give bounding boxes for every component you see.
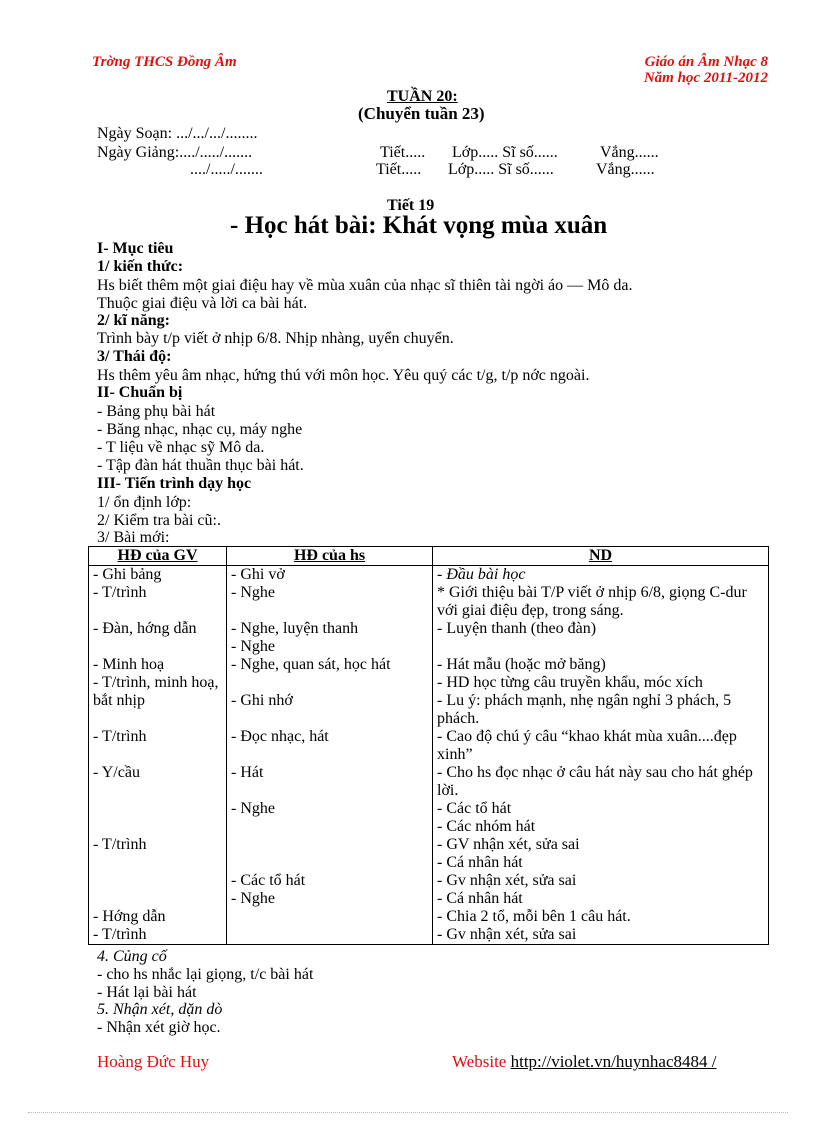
date-taught-2: ..../...../....... bbox=[190, 161, 263, 178]
review-item: - Nhận xét giờ học. bbox=[97, 1019, 221, 1036]
period-field: Tiết..... bbox=[380, 144, 426, 161]
week-title: TUẦN 20: bbox=[387, 88, 458, 105]
teacher-activity-cell: - Ghi bảng bbox=[89, 566, 227, 585]
date-taught: Ngày Giảng:..../...../....... bbox=[97, 144, 253, 161]
table-row bbox=[89, 674, 769, 728]
table-header-row bbox=[89, 547, 769, 566]
website-link[interactable]: http://violet.vn/huynhac8484 / bbox=[510, 1052, 717, 1071]
prep-item: - Băng nhạc, nhạc cụ, máy nghe bbox=[97, 421, 303, 438]
absent-field-2: Vắng...... bbox=[596, 161, 655, 178]
table-row bbox=[89, 872, 769, 908]
content-cell: - Các tổ hát - Các nhóm hát - GV nhận xét, sửa sai - Cá nhân hát bbox=[433, 800, 769, 872]
lesson-plan-table bbox=[88, 546, 769, 945]
knowledge-text: Hs biết thêm một giai điệu hay về mùa xuân của nhạc sĩ thiên tài ngời áo — Mô da. bbox=[97, 277, 633, 294]
lesson-number: Tiết 19 bbox=[387, 197, 435, 214]
prep-item: - T liệu về nhạc sỹ Mô da. bbox=[97, 439, 265, 456]
table-row bbox=[89, 620, 769, 656]
table-row bbox=[89, 584, 769, 620]
content-cell: - Gv nhận xét, sửa sai - Cá nhân hát bbox=[433, 872, 769, 908]
knowledge-text-2: Thuộc giai điệu và lời ca bài hát. bbox=[97, 295, 308, 312]
process-step: 3/ Bài mới: bbox=[97, 529, 170, 546]
content-cell: - HD học từng câu truyền khẩu, móc xích - Lu ý: phách mạnh, nhẹ ngân nghỉ 3 phách, 5 phách. bbox=[433, 674, 769, 728]
table-row bbox=[89, 656, 769, 674]
content-cell: - Cao độ chú ý câu “khao khát mùa xuân....đẹp xinh” bbox=[433, 728, 769, 764]
consolidate-item: - Hát lại bài hát bbox=[97, 984, 197, 1001]
column-header: HĐ của hs bbox=[227, 547, 433, 566]
teacher-activity-cell: - Đàn, hớng dẫn bbox=[89, 620, 227, 656]
process-heading: III- Tiến trình dạy học bbox=[97, 475, 252, 492]
teacher-activity-cell: - T/trình bbox=[89, 584, 227, 620]
content-cell: - Luyện thanh (theo đàn) bbox=[433, 620, 769, 656]
content-cell: - Chia 2 tổ, mỗi bên 1 câu hát. - Gv nhận xét, sửa sai bbox=[433, 908, 769, 945]
attitude-heading: 3/ Thái độ: bbox=[97, 348, 172, 365]
skill-text: Trình bày t/p viết ở nhịp 6/8. Nhịp nhàng, uyển chuyển. bbox=[97, 330, 454, 347]
lesson-title: - Học hát bài: Khát vọng mùa xuân bbox=[230, 212, 608, 239]
column-header: ND bbox=[433, 547, 769, 566]
student-activity-cell bbox=[227, 908, 433, 945]
student-activity-cell: - Nghe bbox=[227, 800, 433, 872]
table-row bbox=[89, 728, 769, 764]
content-cell: - Hát mẫu (hoặc mở băng) bbox=[433, 656, 769, 674]
teacher-activity-cell: - T/trình bbox=[89, 728, 227, 764]
knowledge-heading: 1/ kiến thức: bbox=[97, 258, 184, 275]
process-step: 1/ ổn định lớp: bbox=[97, 494, 192, 511]
prep-heading: II- Chuẩn bị bbox=[97, 384, 183, 401]
school-name: Trờng THCS Đồng Âm bbox=[92, 54, 237, 70]
week-note: (Chuyển tuần 23) bbox=[358, 104, 485, 123]
attitude-text: Hs thêm yêu âm nhạc, hứng thú với môn học. Yêu quý các t/g, t/p nớc ngoài. bbox=[97, 367, 590, 384]
table-row bbox=[89, 566, 769, 585]
class-field-2: Lớp..... Sĩ số...... bbox=[448, 161, 554, 178]
teacher-activity-cell: - Hớng dẫn - T/trình bbox=[89, 908, 227, 945]
table-row bbox=[89, 908, 769, 945]
consolidate-heading: 4. Củng cố bbox=[97, 948, 167, 965]
student-activity-cell: - Nghe, luyện thanh - Nghe bbox=[227, 620, 433, 656]
student-activity-cell: - Nghe bbox=[227, 584, 433, 620]
website-line bbox=[452, 1052, 716, 1072]
student-activity-cell: - Ghi vở bbox=[227, 566, 433, 585]
student-activity-cell: - Hát bbox=[227, 764, 433, 800]
prep-item: - Tập đàn hát thuần thục bài hát. bbox=[97, 457, 304, 474]
content-cell: - Cho hs đọc nhạc ở câu hát này sau cho hát ghép lời. bbox=[433, 764, 769, 800]
column-header: HĐ của GV bbox=[89, 547, 227, 566]
teacher-activity-cell bbox=[89, 872, 227, 908]
table-row bbox=[89, 764, 769, 800]
process-step: 2/ Kiểm tra bài cũ:. bbox=[97, 512, 221, 529]
review-heading: 5. Nhận xét, dặn dò bbox=[97, 1001, 223, 1018]
consolidate-item: - cho hs nhắc lại giọng, t/c bài hát bbox=[97, 966, 314, 983]
school-year: Năm học 2011-2012 bbox=[643, 70, 768, 86]
class-field: Lớp..... Sĩ số...... bbox=[452, 144, 558, 161]
teacher-activity-cell: - T/trình bbox=[89, 800, 227, 872]
prep-item: - Bảng phụ bài hát bbox=[97, 403, 216, 420]
subject-title: Giáo án Âm Nhạc 8 bbox=[644, 54, 768, 70]
table-row bbox=[89, 800, 769, 872]
student-activity-cell: - Các tổ hát - Nghe bbox=[227, 872, 433, 908]
content-cell: - Đầu bài học bbox=[433, 566, 769, 585]
content-cell: * Giới thiệu bài T/P viết ở nhịp 6/8, giọng C-dur với giai điệu đẹp, trong sáng. bbox=[433, 584, 769, 620]
teacher-activity-cell: - Minh hoạ bbox=[89, 656, 227, 674]
period-field-2: Tiết..... bbox=[376, 161, 422, 178]
teacher-activity-cell: - Y/cầu bbox=[89, 764, 227, 800]
author-name: Hoàng Đức Huy bbox=[97, 1052, 210, 1071]
page-bottom-divider bbox=[28, 1112, 788, 1113]
teacher-activity-cell: - T/trình, minh hoạ, bắt nhịp bbox=[89, 674, 227, 728]
objectives-heading: I- Mục tiêu bbox=[97, 240, 174, 257]
skill-heading: 2/ kĩ năng: bbox=[97, 312, 170, 329]
date-prepared: Ngày Soạn: .../.../.../........ bbox=[97, 125, 258, 142]
student-activity-cell: - Ghi nhớ bbox=[227, 674, 433, 728]
student-activity-cell: - Đọc nhạc, hát bbox=[227, 728, 433, 764]
website-label: Website bbox=[452, 1052, 507, 1071]
absent-field: Vắng...... bbox=[600, 144, 659, 161]
student-activity-cell: - Nghe, quan sát, học hát bbox=[227, 656, 433, 674]
